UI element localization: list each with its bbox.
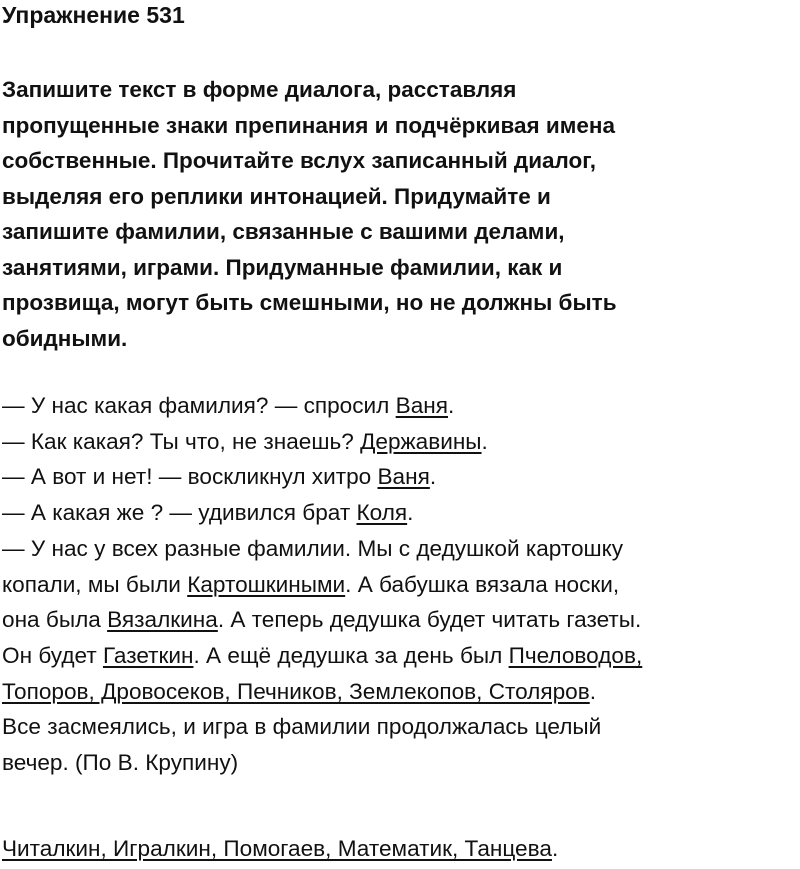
dialog-line	[2, 531, 800, 567]
dialog-line	[2, 709, 800, 745]
dialog-text-segment: . А теперь дедушка будет читать газеты.	[217, 607, 642, 633]
dialog-text-segment: .	[481, 428, 488, 454]
dialog-text-segment: — А какая же ? — удивился брат	[2, 500, 357, 526]
proper-name: Газеткин	[102, 642, 194, 668]
dialog-text-segment: Все засмеялись, и игра в фамилии продолжалась целый	[2, 714, 602, 740]
dialog-line	[2, 495, 800, 531]
dialog-line	[2, 674, 800, 710]
dialog-text	[2, 388, 800, 781]
dialog-text-segment: . А ещё дедушка за день был	[193, 642, 509, 668]
task-line: пропущенные знаки препинания и подчёркивая имена	[2, 112, 615, 138]
task-line: Запишите текст в форме диалога, расставляя	[2, 77, 517, 102]
proper-name: Картошкиными	[187, 571, 346, 597]
proper-name: Ваня	[377, 464, 430, 490]
dialog-text-segment: — У нас какая фамилия? — спросил	[2, 393, 396, 418]
dialog-line	[2, 459, 800, 495]
proper-name: Топоров, Дровосеков, Печников, Землекопов, Столяров	[2, 678, 590, 704]
dialog-text-segment: — А вот и нет! — воскликнул хитро	[2, 464, 378, 490]
proper-name: Вязалкина	[107, 607, 218, 633]
dialog-text-segment: вечер. (По В. Крупину)	[2, 750, 239, 776]
exercise-heading: Упражнение 531	[2, 2, 185, 28]
dialog-text-segment: . А бабушка вязала носки,	[345, 571, 620, 597]
dialog-text-segment: Он будет	[2, 642, 103, 668]
dialog-text-segment: она была	[2, 607, 108, 633]
task-line: прозвища, могут быть смешными, но не должны быть	[2, 290, 617, 315]
task-line: занятиями, играми. Придуманные фамилии, как и	[2, 254, 563, 280]
dialog-line	[2, 638, 800, 674]
dialog-text-segment: копали, мы были	[2, 571, 188, 597]
dialog-line	[2, 602, 800, 638]
proper-name: Ваня	[395, 393, 448, 418]
task-line: выделяя его реплики интонацией. Придумайте и	[2, 183, 551, 209]
task-line: обидными.	[2, 325, 128, 351]
task-line: запишите фамилии, связанные с вашими делами,	[2, 219, 565, 244]
invented-surnames	[2, 834, 558, 864]
dialog-text-segment: .	[407, 500, 414, 526]
proper-name: Коля	[356, 500, 408, 526]
invented-surnames-period: .	[551, 836, 559, 861]
task-line: собственные. Прочитайте вслух записанный диалог,	[2, 148, 596, 173]
invented-surnames-list: Читалкин, Игралкин, Помогаев, Математик, Танцева	[2, 836, 552, 861]
dialog-line	[2, 567, 800, 603]
dialog-line	[2, 424, 800, 460]
dialog-line	[2, 388, 800, 424]
dialog-text-segment: .	[589, 678, 597, 704]
proper-name: Пчеловодов,	[508, 642, 643, 668]
task-instructions	[2, 72, 792, 356]
dialog-text-segment: .	[429, 464, 437, 490]
dialog-text-segment: — Как какая? Ты что, не знаешь?	[2, 428, 361, 454]
dialog-line	[2, 745, 800, 781]
dialog-text-segment: — У нас у всех разные фамилии. Мы с дедушкой картошку	[2, 535, 624, 561]
dialog-text-segment: .	[448, 393, 455, 418]
proper-name: Державины	[360, 428, 482, 454]
